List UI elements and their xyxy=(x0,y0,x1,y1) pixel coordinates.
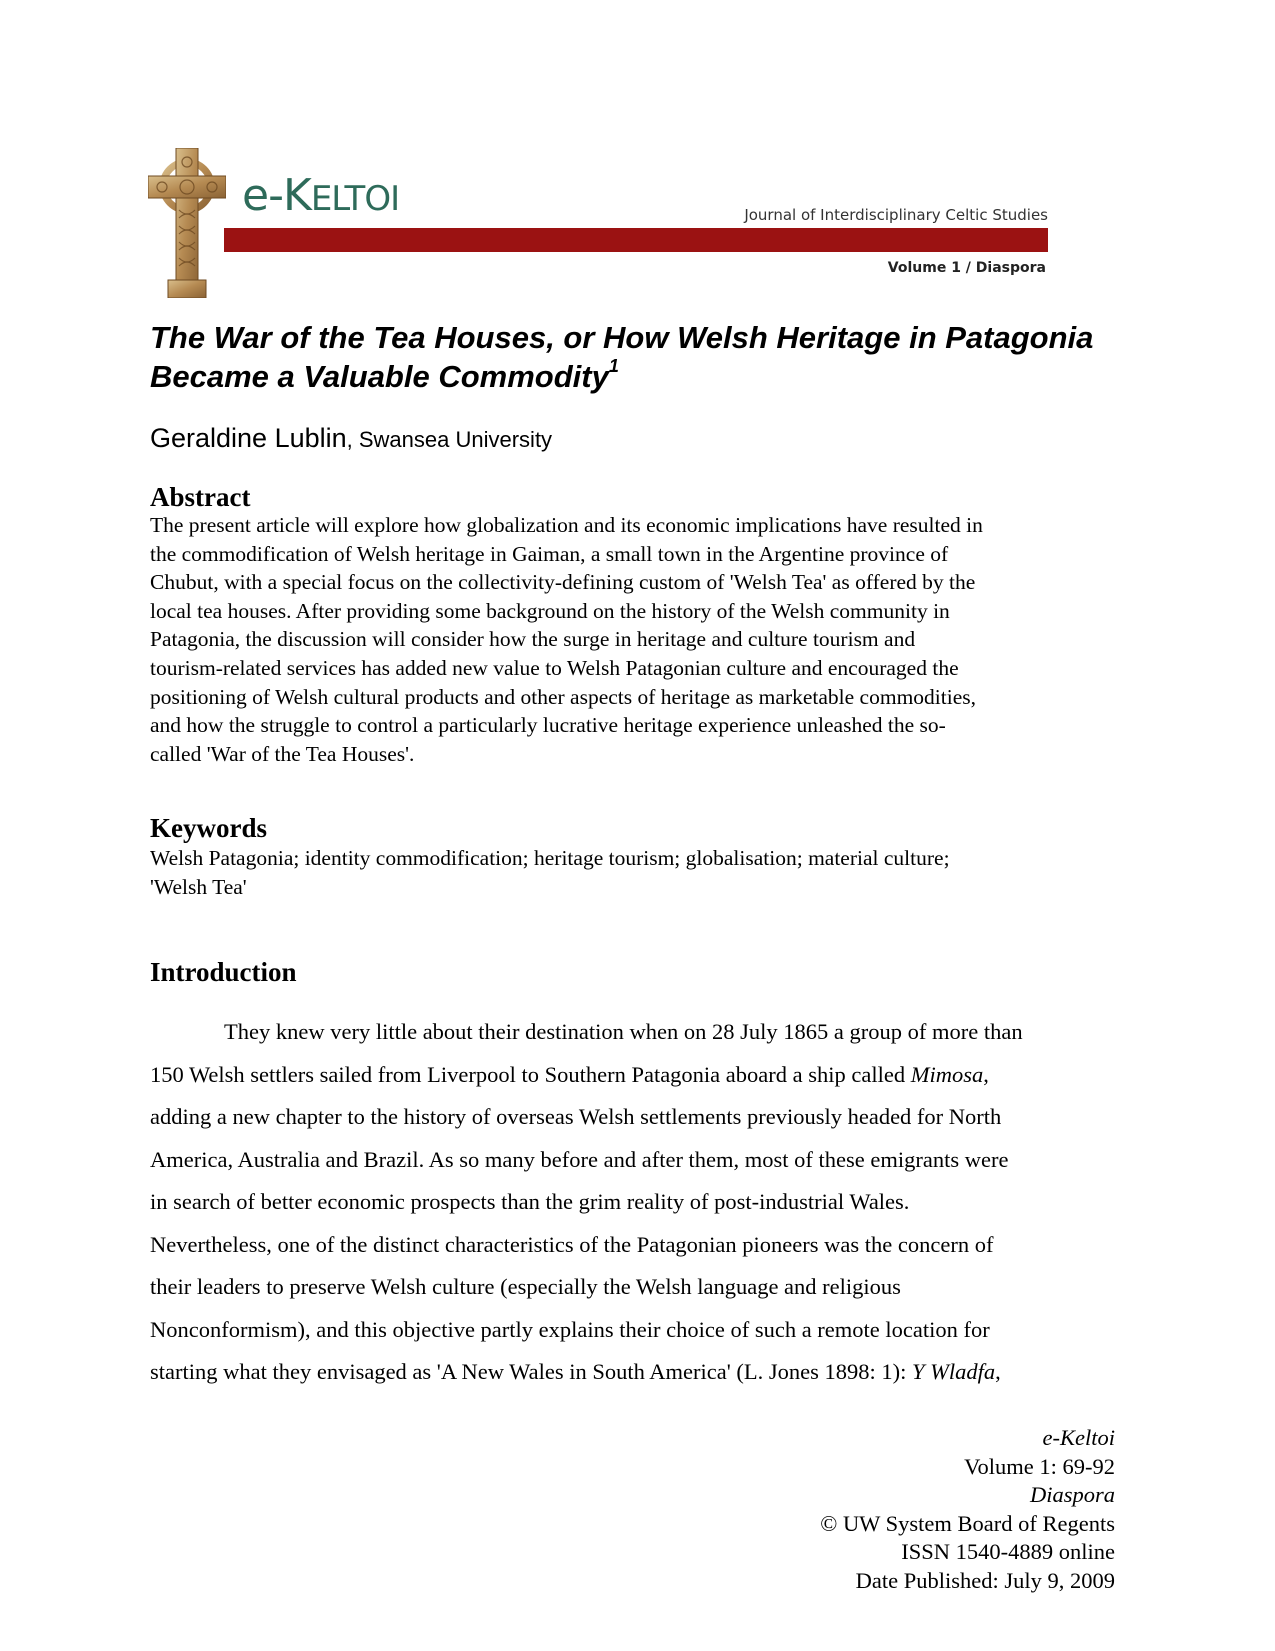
keywords-heading: Keywords xyxy=(150,813,267,843)
journal-logo: e-KELTOI xyxy=(242,170,400,221)
introduction-text: They knew very little about their destination when on 28 July 1865 a group of more than 150 Welsh settlers sailed from Liverpool to Southern Patagonia aboard a ship called Mimosa, adding a new chapter to the history of overseas Welsh settlements previously headed for North America, Australia and Brazil. As so many before and after them, most of these emigrants were in search of better economic prospects than the grim reality of post-industrial Wales. Nevertheless, one of the distinct characteristics of the Patagonian pioneers was the concern of their leaders to preserve Welsh culture (especially the Welsh language and religious Nonconformism), and this objective partly explains their choice of such a remote location for starting what they envisaged as 'A New Wales in South America' (L. Jones 1898: 1): Y Wladfa, xyxy=(150,1019,1023,1384)
keywords-text: Welsh Patagonia; identity commodification; heritage tourism; globalisation; material culture; 'Welsh Tea' xyxy=(150,846,950,899)
journal-banner xyxy=(148,148,1048,298)
byline xyxy=(150,423,552,454)
author-affiliation: , Swansea University xyxy=(346,427,553,452)
footer-journal: e-Keltoi xyxy=(1042,1425,1115,1450)
celtic-cross-icon xyxy=(148,148,226,298)
journal-name: Journal of Interdisciplinary Celtic Studies xyxy=(744,206,1048,224)
footer-copyright: © UW System Board of Regents xyxy=(820,1510,1115,1536)
footer-volume: Volume 1: 69-92 xyxy=(964,1453,1115,1479)
introduction-heading: Introduction xyxy=(150,957,297,987)
footer-issue: Diaspora xyxy=(1029,1482,1115,1507)
banner-bar xyxy=(224,228,1048,252)
abstract-text: The present article will explore how globalization and its economic implications have resulted in the commodification of Welsh heritage in Gaiman, a small town in the Argentine province of Chubut, with a special focus on the collectivity-defining custom of 'Welsh Tea' as offered by the local tea houses. After providing some background on the history of the Welsh community in Patagonia, the discussion will consider how the surge in heritage and culture tourism and tourism-related services has added new value to Welsh Patagonian culture and encouraged the positioning of Welsh cultural products and other aspects of heritage as marketable commodities, and how the struggle to control a particularly lucrative heritage experience unleashed the so- called 'War of the Tea Houses'. xyxy=(150,513,983,766)
author-name: Geraldine Lublin xyxy=(150,423,347,453)
footer-date: Date Published: July 9, 2009 xyxy=(855,1567,1115,1593)
article-title: The War of the Tea Houses, or How Welsh Heritage in Patagonia Became a Valuable Commodity$^1$ xyxy=(150,320,1094,394)
footnote-marker[interactable]: 1 xyxy=(608,355,619,376)
abstract-heading: Abstract xyxy=(150,482,251,512)
footer-issn: ISSN 1540-4889 online xyxy=(901,1539,1115,1564)
volume-label: Volume 1 / Diaspora xyxy=(887,260,1046,276)
citation-footer xyxy=(820,1424,1115,1595)
